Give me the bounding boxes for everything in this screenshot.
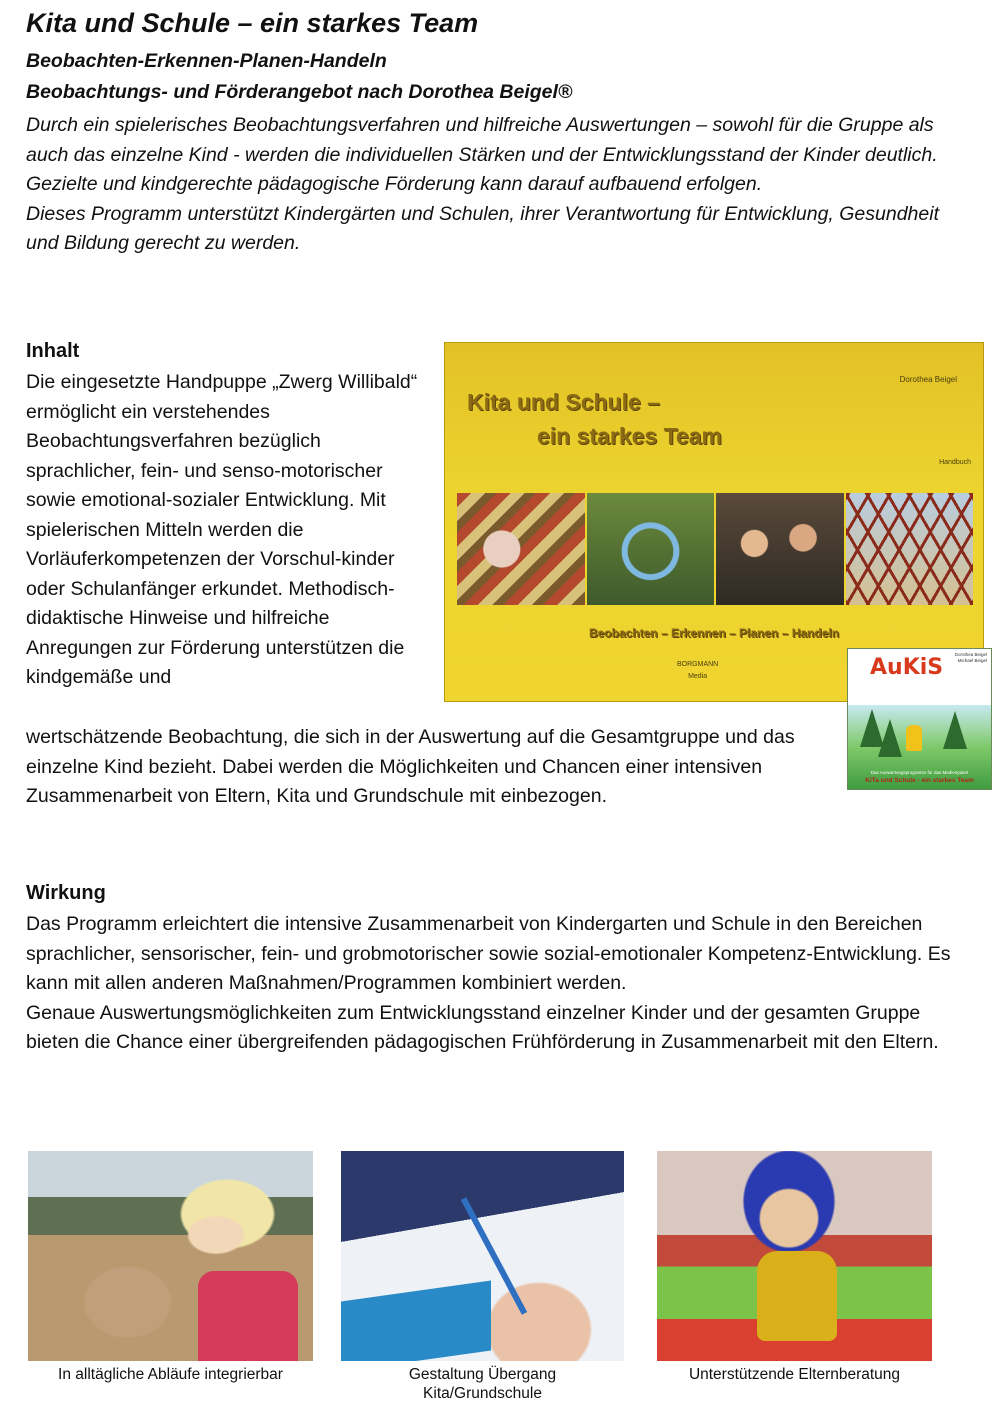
wirkung-paragraph-1: Das Programm erleichtert die intensive Zusammenarbeit von Kindergarten und Schule in den Bereichen sprachlicher, sensorischer, fein- und grobmotorischer sowie sozial-emotionaler Kompetenz-Entwicklung. Es kann mit allen anderen Maßnahmen/Programmen kombiniert werden. <box>26 913 951 994</box>
child-figure-icon <box>906 725 922 751</box>
inhalt-text-wide: wertschätzende Beobachtung, die sich in der Auswertung auf die Gesamtgruppe und das einzelne Kind bezieht. Dabei werden die Möglichkeiten und Chancen einer intensiven Zusammenarbeit von Eltern, Kita und Grundschule mit einbezogen. <box>26 726 795 807</box>
tree-icon <box>878 719 902 757</box>
aukis-authors <box>955 652 987 664</box>
photo-sandbox <box>28 1151 313 1361</box>
aukis-caption-small: Das Auswertungsprogramm für das Medienpaket <box>870 770 969 775</box>
aukis-logo: AuKiS <box>870 655 944 680</box>
cover-publisher <box>677 659 718 683</box>
wirkung-paragraph-2: Genaue Auswertungsmöglichkeiten zum Entwicklungsstand einzelner Kinder und der gesamten Gruppe bieten die Chance einer übergreifenden pädagogischen Frühförderung in Zusammenarbeit mit den Eltern. <box>26 1001 939 1053</box>
tree-icon <box>943 711 967 749</box>
puppet-body-shape <box>757 1251 837 1341</box>
cover-photo-strip <box>457 493 973 605</box>
book-shape <box>341 1280 491 1361</box>
page-title: Kita und Schule – ein starkes Team <box>26 8 479 38</box>
inhalt-text-narrow: Die eingesetzte Handpuppe „Zwerg Willibald“ ermöglicht ein verstehendes Beobachtungsverfahren bezüglich sprachlicher, fein- und senso-motorischer sowie emotional-sozialer Entwicklung. Mit spielerischen Mitteln werden die Vorläuferkompetenzen der Vorschul-kinder oder Schulanfänger erkundet. Methodisch-didaktische Hinweise und hilfreiche Anregungen zur Förderung unterstützen die kindgemäße und <box>26 371 418 688</box>
section-heading-wirkung: Wirkung <box>26 882 106 904</box>
aukis-caption-main: KiTa und Schule - ein starkes Team <box>865 777 974 784</box>
cover-type: Handbuch <box>939 459 971 466</box>
intro-text <box>26 111 946 259</box>
photo-caption-1: In alltägliche Abläufe integrierbar <box>58 1366 283 1383</box>
cover-photo-baby <box>457 493 585 605</box>
photo-caption-2-line-1: Gestaltung Übergang <box>408 1366 557 1383</box>
cover-photo-children <box>716 493 844 605</box>
photo-writing <box>341 1151 624 1361</box>
aukis-caption <box>848 769 991 785</box>
subtitle-program: Beobachtungs- und Förderangebot nach Dorothea Beigel® <box>26 81 573 103</box>
aukis-author-1: Dorothea Beigel <box>954 652 987 657</box>
cover-publisher-name: BORGMANN <box>677 661 719 668</box>
section-heading-inhalt: Inhalt <box>26 340 80 362</box>
photo-caption-2 <box>341 1365 624 1403</box>
photo-puppet <box>657 1151 932 1361</box>
cover-photo-hoop <box>587 493 715 605</box>
cover-title-line-1: Kita und Schule – <box>467 389 660 415</box>
intro-paragraph-1: Durch ein spielerisches Beobachtungsverfahren und hilfreiche Auswertungen – sowohl für die Gruppe als auch das einzelne Kind - werden die individuellen Stärken und der Entwicklungsstand der Kinder deutlich. Gezielte und kindgerechte pädagogische Förderung kann darauf aufbauend erfolgen. <box>26 114 938 195</box>
cover-author: Dorothea Beigel <box>899 375 957 384</box>
aukis-cover-image <box>847 648 992 790</box>
cover-publisher-media: Media <box>688 673 708 680</box>
cover-title <box>467 385 722 453</box>
backpack-shape <box>198 1271 298 1361</box>
cover-subtitle: Beobachten – Erkennen – Planen – Handeln <box>588 626 840 640</box>
aukis-author-2: Michael Beigel <box>957 658 987 663</box>
wirkung-text <box>26 910 966 1058</box>
cover-photo-climbing <box>846 493 974 605</box>
cover-title-line-2: ein starkes Team <box>537 423 722 449</box>
photo-caption-3: Unterstützende Elternberatung <box>688 1366 901 1383</box>
intro-paragraph-2: Dieses Programm unterstützt Kindergärten und Schulen, ihrer Verantwortung für Entwicklung, Gesundheit und Bildung gerecht zu werden. <box>26 202 939 254</box>
photo-caption-2-line-2: Kita/Grundschule <box>423 1385 542 1402</box>
subtitle-steps: Beobachten-Erkennen-Planen-Handeln <box>26 50 387 72</box>
